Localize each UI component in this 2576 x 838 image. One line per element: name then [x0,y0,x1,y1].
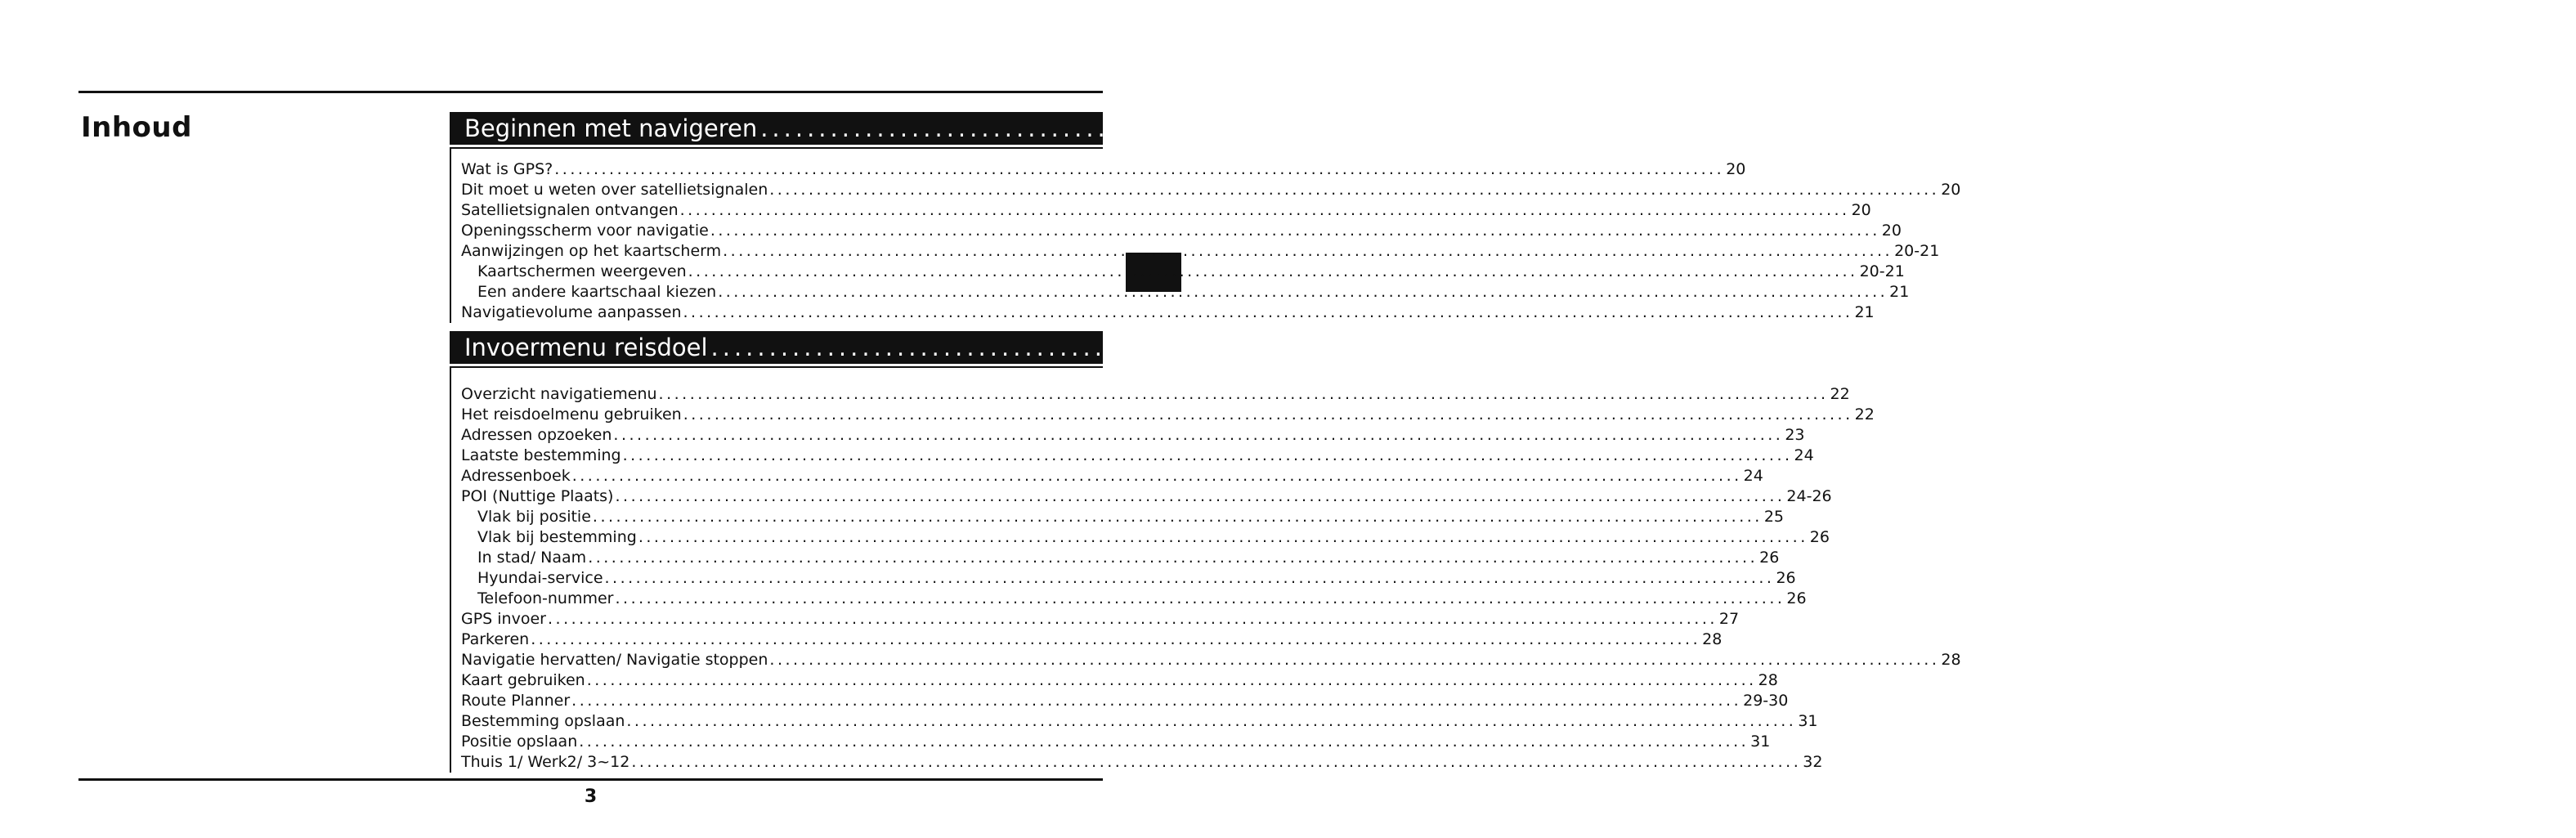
entry-title: Bestemming opslaan [461,712,625,730]
toc-entry[interactable] [461,302,1875,323]
toc-entry[interactable] [461,589,1807,609]
dot-leader: ...................................................................................................................................................... [586,671,1757,689]
entry-title: Positie opslaan [461,733,578,751]
toc-entry[interactable] [461,159,1746,180]
dot-leader: ...................................................................................................................................................... [547,610,1718,628]
entry-page: 28 [1758,671,1778,689]
bottom-rule [78,778,1103,781]
toc-entry[interactable] [461,630,1723,650]
entry-page: 23 [1785,426,1805,444]
entry-page: 20 [1941,181,1961,199]
dot-leader: ...................................................................................................................................................... [604,569,1775,587]
entry-title: GPS invoer [461,610,546,628]
dot-leader: ...................................................................................................................................................... [588,549,1758,567]
dot-leader: ...................................................................................................................................................... [615,589,1785,607]
dot-leader: ...................................................................................................................................................... [631,753,1802,771]
toc-entry[interactable] [461,691,1789,711]
toc-entry[interactable] [461,711,1818,732]
entry-page: 20 [1726,160,1746,178]
dot-leader: ...................................................................................................................................................... [531,630,1701,648]
dot-leader: ...................................................................................................................................................... [688,262,1858,280]
entry-title: Kaartschermen weergeven [477,262,687,280]
toc-entry[interactable] [461,486,1832,507]
entry-list [450,149,1961,323]
section-pages: 22-32 [2457,334,2527,361]
toc-entry[interactable] [461,425,1805,446]
section-header[interactable] [450,112,2576,145]
entry-page: 20 [1881,222,1902,240]
toc-section-beginnen [450,112,2576,323]
dot-leader: ...................................................................................................................................................... [710,334,2455,361]
entry-page: 26 [1809,528,1830,546]
entry-page: 31 [1798,712,1818,730]
entry-page: 26 [1786,589,1807,607]
toc-entry[interactable] [461,241,1940,262]
toc-entry[interactable] [461,609,1740,630]
entry-title: Adressenboek [461,467,571,485]
dot-leader: ...................................................................................................................................................... [626,712,1797,730]
section-title: Invoermenu reisdoel [464,334,708,361]
entry-page: 22 [1854,406,1875,423]
entry-title: Route Planner [461,692,571,710]
entry-title: Openingsscherm voor navigatie [461,222,709,240]
entry-title: Parkeren [461,630,530,648]
entry-title: Wat is GPS? [461,160,553,178]
entry-page: 24 [1794,446,1814,464]
toc-entry[interactable] [461,221,1902,241]
toc-entry[interactable] [461,262,1905,282]
dot-leader: ...................................................................................................................................................... [723,242,1893,260]
section-title: Beginnen met navigeren [464,114,758,142]
dot-leader: ...................................................................................................................................................... [683,406,1853,423]
dot-leader: ...................................................................................................................................................... [683,303,1853,321]
entry-title: Thuis 1/ Werk2/ 3~12 [461,753,630,771]
entry-page: 21 [1854,303,1875,321]
dot-leader: ...................................................................................................................................................... [760,114,2504,142]
toc-entry[interactable] [461,200,1871,221]
entry-page: 25 [1763,508,1785,526]
entry-page: 20 [1851,201,1871,219]
entry-title: Vlak bij positie [477,508,591,526]
top-rule [78,91,1103,93]
entry-page: 20-21 [1894,242,1940,260]
dot-leader: ...................................................................................................................................................... [622,446,1793,464]
entry-title: Een andere kaartschaal kiezen [477,283,717,301]
entry-page: 24-26 [1786,487,1832,505]
entry-title: Overzicht navigatiemenu [461,385,657,403]
entry-title: Het reisdoelmenu gebruiken [461,406,682,423]
entry-title: Aanwijzingen op het kaartscherm [461,242,722,260]
dot-leader: ...................................................................................................................................................... [710,222,1880,240]
dot-leader: ...................................................................................................................................................... [571,692,1742,710]
toc-entry[interactable] [461,568,1796,589]
entry-title: Adressen opzoeken [461,426,612,444]
toc-entry[interactable] [461,466,1763,486]
entry-page: 24 [1743,467,1763,485]
toc-entry[interactable] [461,670,1778,691]
dot-leader: ...................................................................................................................................................... [571,467,1742,485]
entry-title: POI (Nuttige Plaats) [461,487,614,505]
toc-entry[interactable] [461,507,1785,527]
dot-leader: ...................................................................................................................................................... [554,160,1725,178]
dot-leader: ...................................................................................................................................................... [658,385,1829,403]
toc-entry[interactable] [461,405,1875,425]
entry-title: Vlak bij bestemming [477,528,637,546]
dot-leader: ...................................................................................................................................................... [592,508,1763,526]
entry-title: Dit moet u weten over satellietsignalen [461,181,768,199]
page-number: 3 [584,786,598,807]
entry-page: 28 [1941,651,1961,669]
toc-entry[interactable] [461,527,1830,548]
entry-title: Hyundai-service [477,569,603,587]
toc-section-invoermenu [450,331,2527,773]
entry-title: Telefoon-nummer [477,589,614,607]
section-pages: 20-21 [2507,114,2576,142]
entry-page: 20-21 [1859,262,1905,280]
entry-page: 26 [1759,549,1780,567]
dot-leader: ...................................................................................................................................................... [615,487,1785,505]
entry-title: Kaart gebruiken [461,671,585,689]
dot-leader: ...................................................................................................................................................... [579,733,1749,751]
entry-title: Satellietsignalen ontvangen [461,201,679,219]
entry-page: 28 [1702,630,1723,648]
entry-page: 21 [1889,283,1910,301]
toc-entry[interactable] [461,384,1850,405]
entry-page: 32 [1803,753,1823,771]
dot-leader: ...................................................................................................................................................... [679,201,1850,219]
toc-entry[interactable] [461,752,1823,773]
entry-title: Navigatievolume aanpassen [461,303,682,321]
entry-title: Navigatie hervatten/ Navigatie stoppen [461,651,768,669]
entry-list [450,368,1961,773]
entry-title: Laatste bestemming [461,446,621,464]
toc-entry[interactable] [461,548,1780,568]
dot-leader: ...................................................................................................................................................... [638,528,1808,546]
dot-leader: ...................................................................................................................................................... [613,426,1784,444]
page-title: Inhoud [81,111,192,144]
dot-leader: ...................................................................................................................................................... [718,283,1888,301]
toc-entry[interactable] [461,282,1910,302]
dot-leader: ...................................................................................................................................................... [769,181,1940,199]
toc-entry[interactable] [461,180,1961,200]
section-header[interactable] [450,331,2527,364]
entry-page: 22 [1830,385,1850,403]
toc-entry[interactable] [461,446,1814,466]
entry-page: 27 [1718,610,1740,628]
entry-page: 26 [1776,569,1796,587]
dot-leader: ...................................................................................................................................................... [769,651,1940,669]
toc-entry[interactable] [461,732,1771,752]
entry-page: 29-30 [1743,692,1789,710]
entry-title: In stad/ Naam [477,549,587,567]
entry-page: 31 [1750,733,1771,751]
toc-entry[interactable] [461,650,1961,670]
